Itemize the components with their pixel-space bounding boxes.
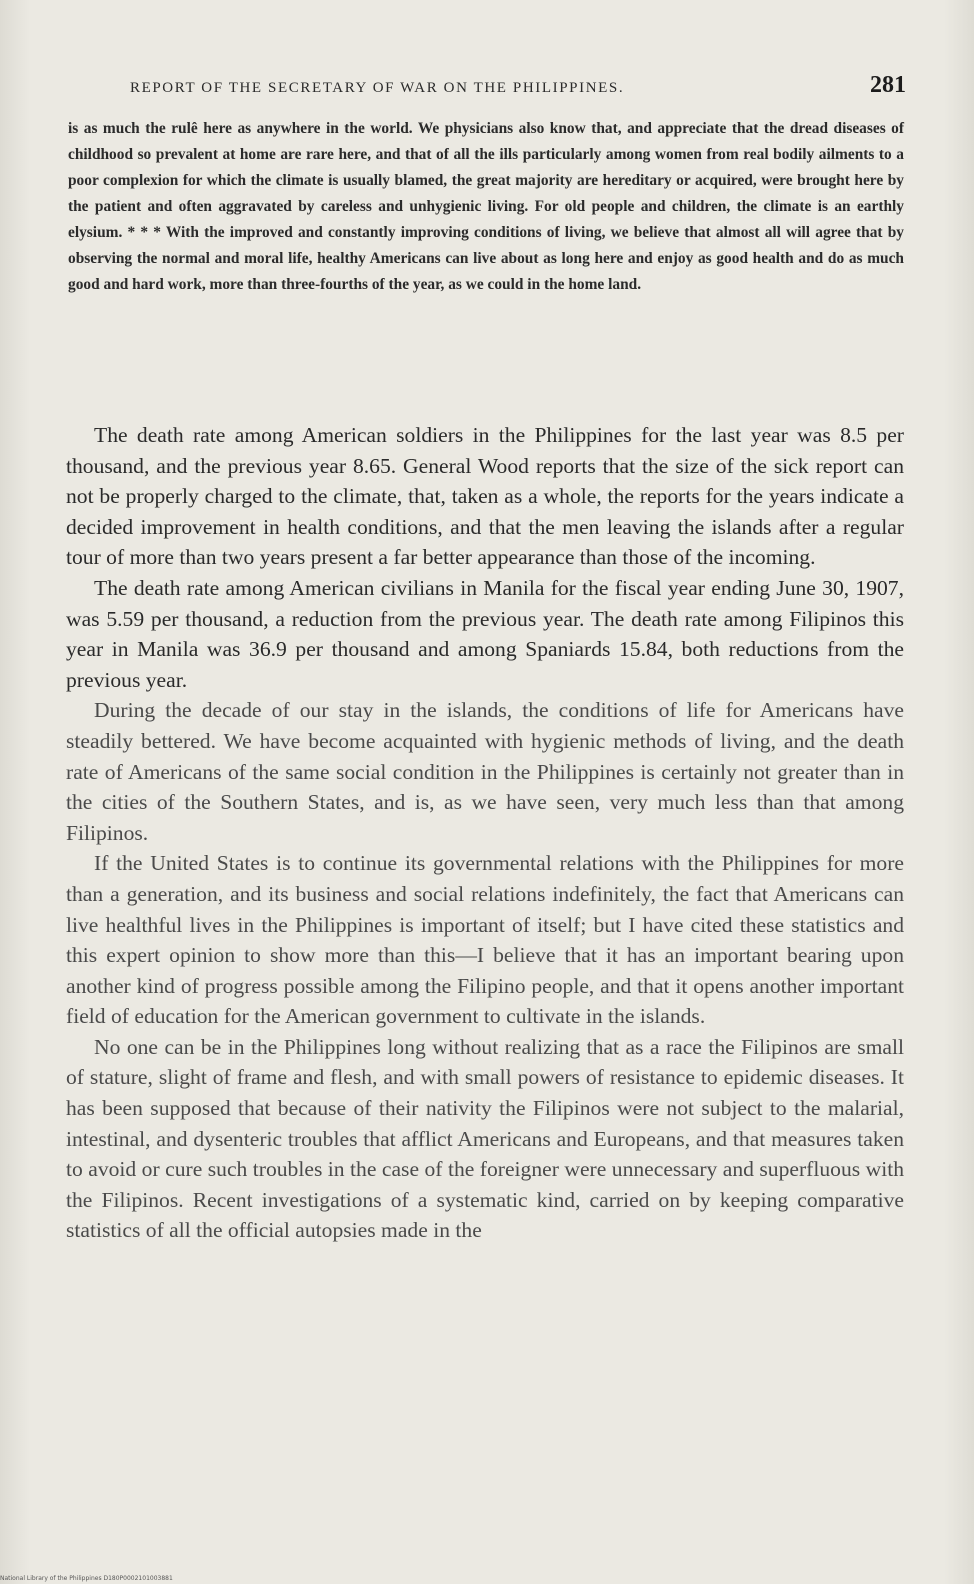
paragraph-filipino-stature: No one can be in the Philippines long without realizing that as a race the Filipinos are small of stature, slight of frame and flesh, and with small powers of resistance to epidemic diseases. It has been supposed that because of their nativity the Filipinos were not subject to the malarial, intestinal, and dysenteric troubles that afflict Americans and Europeans, and that measures taken to avoid or cure such troubles in the case of the foreigner were unnecessary and superfluous with the Filipinos. Recent investigations of a systematic kind, carried on by keeping comparative statistics of all the official autopsies made in the bbox=[66, 1034, 904, 1243]
running-header bbox=[130, 72, 906, 106]
page-number: 281 bbox=[870, 72, 906, 98]
paragraph-decade-conditions: During the decade of our stay in the islands, the conditions of life for Americans have steadily bettered. We have become acquainted with hygienic methods of living, and the death rate of Americans of the same social condition in the Philippines is certainly not greater than in the cities of the Southern States, and is, as we have seen, very much less than that among Filipinos. bbox=[66, 698, 904, 845]
scan-footer: National Library of the Philippines D180P0002101003881 bbox=[0, 1575, 173, 1582]
paragraph-civilian-death-rate: The death rate among American civilians in Manila for the fiscal year ending June 30, 1907, was 5.59 per thousand, a reduction from the previous year. The death rate among Filipinos this year in Manila was 36.9 per thousand and among Spaniards 15.84, both reductions from the previous year. bbox=[66, 575, 904, 692]
paragraph-soldier-death-rate: The death rate among American soldiers in the Philippines for the last year was 8.5 per thousand, and the previous year 8.65. General Wood reports that the size of the sick report can not be properly charged to the climate, that, taken as a whole, the reports for the years indicate a decided improvement in health conditions, and that the men leaving the islands after a regular tour of more than two years present a far better appearance than those of the incoming. bbox=[66, 423, 904, 570]
quoted-passage: is as much the rulê here as anywhere in the world. We physicians also know that, and appreciate that the dread diseases of childhood so prevalent at home are rare here, and that of all the ills particularly among women from real bodily ailments to a poor complexion for which the climate is usually blamed, the great majority are hereditary or acquired, were brought here by the patient and often aggravated by careless and unhygienic living. For old people and children, the climate is an earthly elysium. * * * With the improved and constantly improving conditions of living, we believe that almost all will agree that by observing the normal and moral life, healthy Americans can live about as long here and enjoy as good health and do as much good and hard work, more than three-fourths of the year, as we could in the home land. bbox=[68, 120, 904, 293]
body-text bbox=[66, 420, 904, 1246]
header-title: REPORT OF THE SECRETARY OF WAR ON THE PHILIPPINES. bbox=[130, 80, 625, 96]
paragraph-governmental-relations: If the United States is to continue its governmental relations with the Philippines for more than a generation, and its business and social relations indefinitely, the fact that Americans can live healthful lives in the Philippines is important of itself; but I have cited these statistics and this expert opinion to show more than this—I believe that it has an important bearing upon another kind of progress possible among the Filipino people, and that it opens another important field of education for the American government to cultivate in the islands. bbox=[66, 851, 904, 1029]
